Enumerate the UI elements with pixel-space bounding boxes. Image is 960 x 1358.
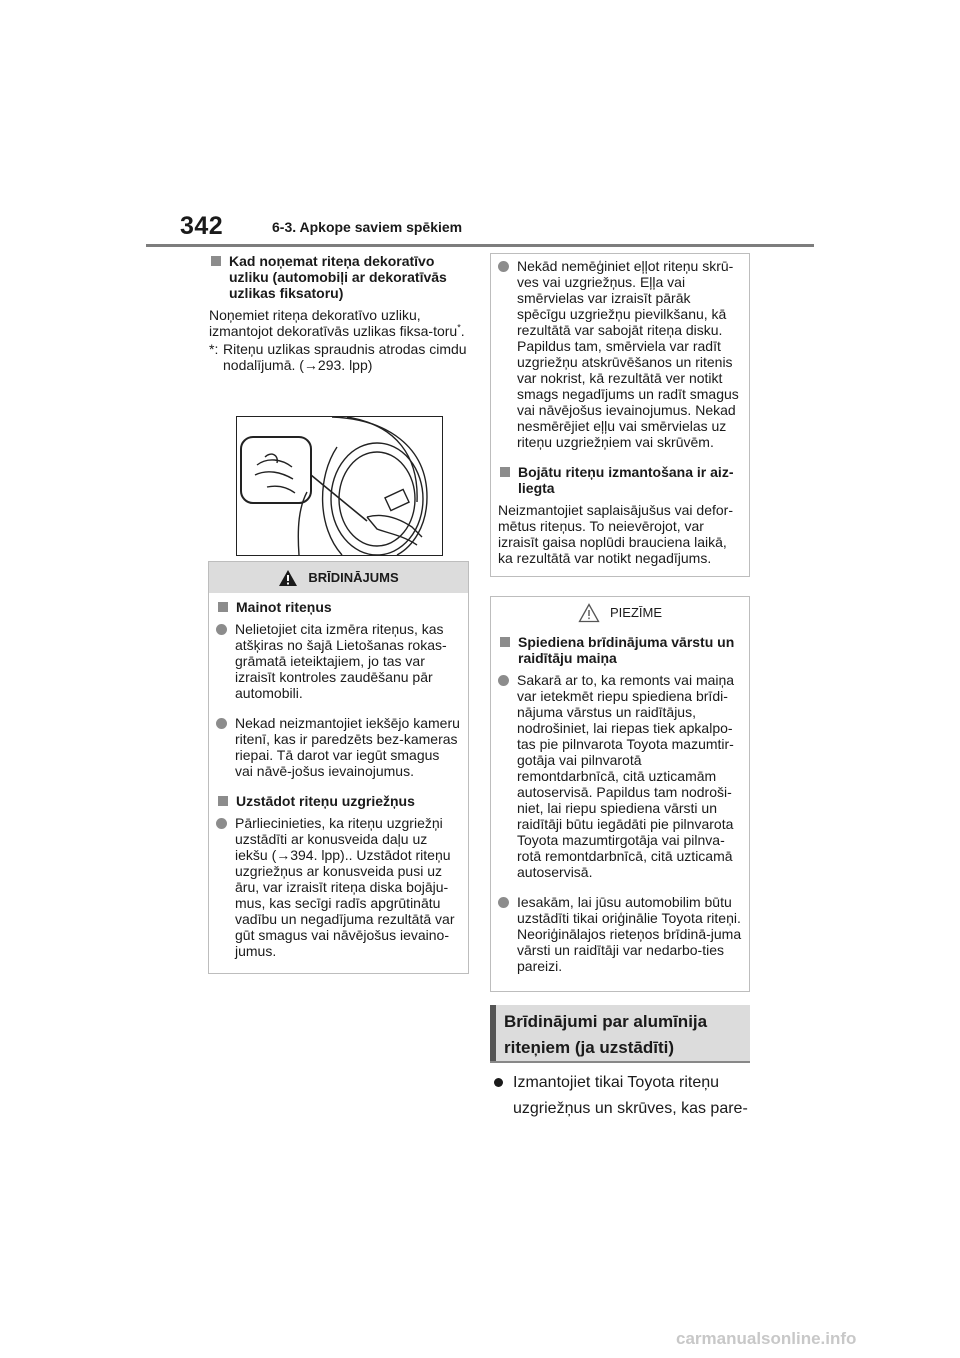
left-column	[209, 253, 471, 373]
notice-box	[490, 596, 750, 992]
list-item: Izmantojiet tikai Toyota riteņu uzgriežņus un skrūves, kas pare-	[492, 1070, 754, 1122]
footnote-marker: *	[457, 322, 461, 333]
round-bullet-icon	[216, 718, 227, 729]
heading-changing-wheels: Mainot riteņus	[216, 599, 461, 615]
square-bullet-icon	[218, 796, 228, 806]
page-number: 342	[180, 212, 224, 240]
notice-triangle-icon	[578, 603, 600, 623]
heading-installing-nuts: Uzstādot riteņu uzgriežņus	[216, 793, 461, 809]
round-bullet-icon	[216, 818, 227, 829]
wheel-cover-drawing-icon	[237, 417, 442, 555]
list-item: Nekād nemēģiniet eļļot riteņu skrū-ves vai uzgriežņus. Eļļa vai smērvielas var izraisīt pārāk spēcīgu uzgriežņu pievilkšanu, kā rezultātā var sabojāt riteņa disku. Papildus tam, smērviela var radīt uzgriežņu atskrūvēšanos un ritenis var nokrist, kā rezultātā ver notikt smags negadījums un radīt smagus vai nāvējošus ievainojumus. Nekad nesmērējiet eļļu vai smērvielas uz riteņu uzgriežņiem vai skrūvēm.	[498, 258, 742, 450]
header-rule	[146, 244, 814, 247]
round-bullet-icon	[498, 261, 509, 272]
square-bullet-icon	[211, 256, 221, 266]
warning-triangle-icon	[278, 569, 298, 587]
round-bullet-icon	[216, 624, 227, 635]
round-bullet-icon	[498, 897, 509, 908]
list-item: Sakarā ar to, ka remonts vai maiņa var ietekmēt riepu spiediena brīdi-nājuma vārstus un raidītājus, nodrošiniet, lai riepas tiek apkalpo-tas pie pilnvarota Toyota mazumtir-gotāja vai pilnvarotā remontdarbnīcā, citā uzticamām autoservisā. Papildus tam nodroši-niet, lai riepu spiediena vārsti un raidītāji būtu iegādāti pie pilnvarota Toyota mazumtirgotāja vai pilnva-rotā remontdarbnīcā, citā uzticamā autoservisā.	[498, 672, 742, 880]
square-bullet-icon	[500, 637, 510, 647]
section-banner: Brīdinājumi par alumīnija riteņiem (ja uzstādīti)	[490, 1005, 750, 1062]
footnote	[209, 341, 471, 373]
warning-header: BRĪDINĀJUMS	[209, 562, 468, 593]
square-bullet-icon	[500, 467, 510, 477]
wheel-cover-illustration	[236, 416, 443, 556]
footnote-mark: *:	[209, 341, 219, 357]
list-item: Iesakām, lai jūsu automobilim būtu uzstādīti tikai oriģinālie Toyota riteņi. Neoriģinālajos rieteņos brīdinā-juma vārsti un raidītāji var nedarbo-ties pareizi.	[498, 894, 742, 974]
banner-rule	[490, 1061, 750, 1063]
heading-damaged-wheels: Bojātu riteņu izmantošana ir aiz-liegta	[498, 464, 742, 496]
round-bullet-icon	[498, 675, 509, 686]
warning-box	[208, 561, 469, 974]
notice-header: PIEZĪME	[491, 597, 749, 628]
section-title: 6-3. Apkope saviem spēkiem	[272, 219, 463, 235]
watermark: carmanualsonline.info	[676, 1329, 857, 1348]
paragraph-remove-cover: Noņemiet riteņa dekoratīvo uzliku, izmantojot dekoratīvās uzlikas fiksa-toru*.	[209, 307, 465, 339]
heading-valve-replacement: Spiediena brīdinājuma vārstu un raidītāju maiņa	[498, 634, 742, 666]
heading-remove-cover: Kad noņemat riteņa dekoratīvo uzliku (automobiļi ar dekoratīvās uzlikas fiksatoru)	[209, 253, 471, 301]
round-bullet-icon	[494, 1078, 503, 1087]
square-bullet-icon	[218, 602, 228, 612]
list-item: Nelietojiet cita izmēra riteņus, kas atšķiras no šajā Lietošanas rokas-grāmatā ieteiktajiem, jo tas var izraisīt kontroles zaudēšanu pār automobili.	[216, 621, 461, 701]
list-item: Nekad neizmantojiet iekšējo kameru ritenī, kas ir paredzēts bez-kameras riepai. Tā darot var iegūt smagus vai nāvē-jošus ievainojumus.	[216, 715, 461, 779]
footnote-text: Riteņu uzlikas spraudnis atrodas cimdu nodalījumā. (→293. lpp)	[223, 341, 467, 373]
warning-continued-box	[490, 253, 750, 577]
paragraph-damaged-wheels: Neizmantojiet saplaisājušus vai defor-mētus riteņus. To neievērojot, var izraisīt gaisa noplūdi brauciena laikā, ka rezultātā var notikt negadījums.	[498, 502, 733, 566]
list-item: Pārliecinieties, ka riteņu uzgriežņi uzstādīti ar konusveida daļu uz iekšu (→394. lpp).. Uzstādot riteņu uzgriežņus ar konusveida pusi uz āru, var izraisīt riteņa diska bojāju-mus, kas secīgi radīs apgrūtinātu vadību un negadījuma rezultātā var gūt smagus vai nāvējošus ievaino-jumus.	[216, 815, 461, 959]
